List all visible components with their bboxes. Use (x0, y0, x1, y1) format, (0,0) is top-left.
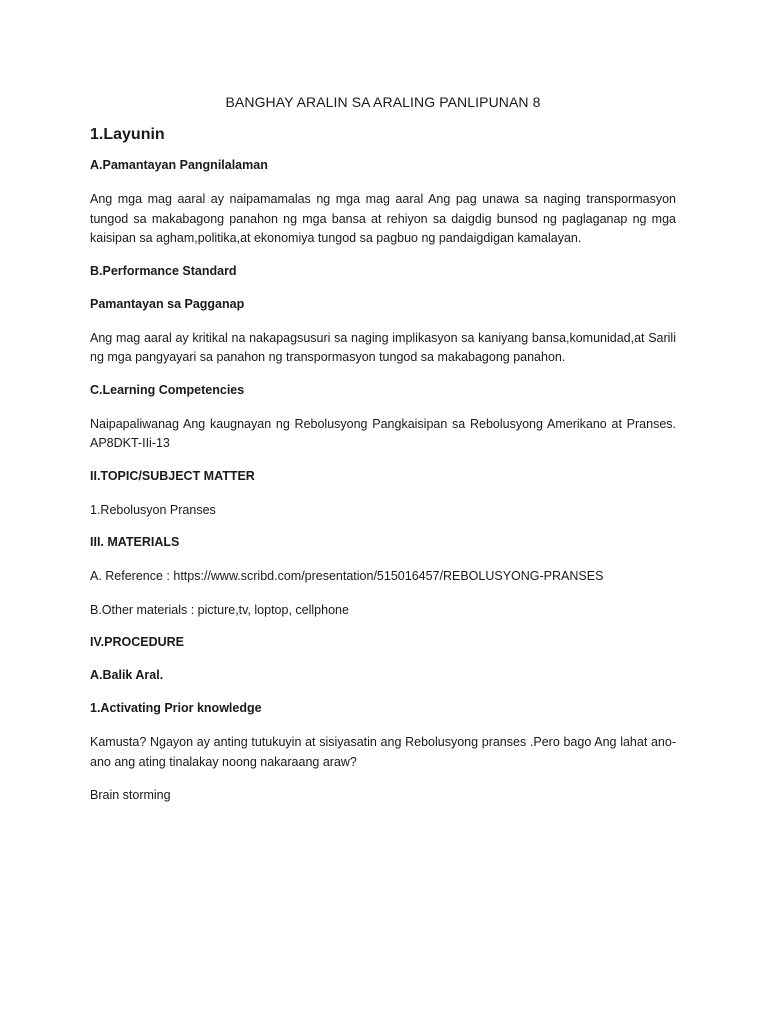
heading-topic-subject-matter: II.TOPIC/SUBJECT MATTER (90, 468, 255, 483)
heading-procedure: IV.PROCEDURE (90, 635, 185, 649)
document-content (90, 93, 676, 820)
heading-activating-prior-knowledge: 1.Activating Prior knowledge (90, 701, 262, 715)
heading-learning-competencies: C.Learning Competencies (90, 382, 245, 397)
paragraph-activating-prior-knowledge: Kamusta? Ngayon ay anting tutukuyin at sisiyasatin ang Rebolusyong pranses .Pero bago Ang lahat ano-ano ang ating tinalakay noong nakaraang araw? (90, 735, 676, 769)
document-title: BANGHAY ARALIN SA ARALING PANLIPUNAN 8 (225, 94, 541, 110)
heading-layunin: 1.Layunin (90, 126, 165, 143)
paragraph-learning-competencies: Naipapaliwanag Ang kaugnayan ng Rebolusyong Pangkaisipan sa Rebolusyong Amerikano at Pranses. AP8DKT-IIi-13 (90, 416, 676, 450)
heading-pamantayan-pangnilalaman: A.Pamantayan Pangnilalaman (90, 158, 268, 172)
paragraph-pamantayan-sa-pagganap: Ang mag aaral ay kritikal na nakapagsusuri sa naging implikasyon sa kaniyang bansa,komunidad,at Sarili ng mga pangyayari sa panahon ng transpormasyon tungod sa makabagong panahon. (90, 330, 676, 364)
paragraph-reference: A. Reference : https://www.scribd.com/presentation/515016457/REBOLUSYONG-PRANSES (90, 569, 604, 583)
heading-balik-aral: A.Balik Aral. (90, 668, 164, 682)
heading-performance-standard: B.Performance Standard (90, 263, 237, 278)
paragraph-pamantayan-pangnilalaman: Ang mga mag aaral ay naipamamalas ng mga mag aaral Ang pag unawa sa naging transpormasyon tungod sa makabagong panahon ng mga bansa at rehiyon sa daigdig bunsod ng paglaganap ng mga kaisipan sa agham,politika,at ekonomiya tungod sa pagbuo ng pandaigdigan kamalayan. (90, 192, 676, 245)
paragraph-brain-storming: Brain storming (90, 788, 171, 802)
heading-pamantayan-sa-pagganap: Pamantayan sa Pagganap (90, 296, 245, 311)
paragraph-topic: 1.Rebolusyon Pranses (90, 502, 216, 517)
paragraph-other-materials: B.Other materials : picture,tv, loptop, cellphone (90, 602, 349, 617)
heading-materials: III. MATERIALS (90, 535, 180, 549)
